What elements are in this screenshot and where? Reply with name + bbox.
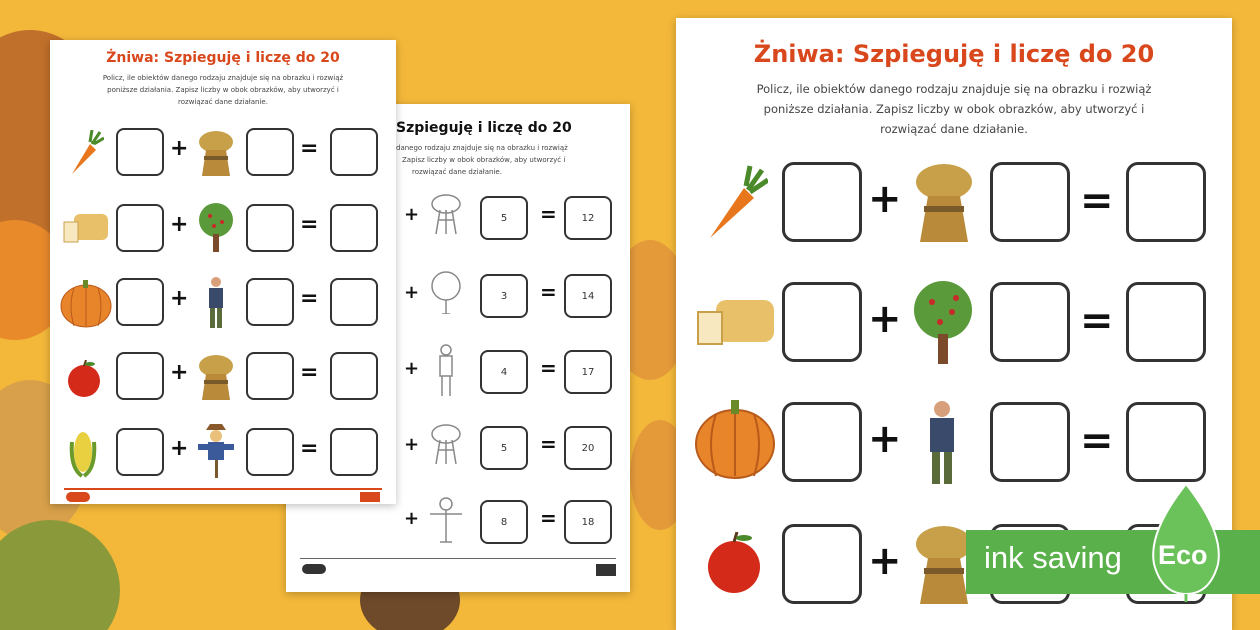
equals-sign: =	[540, 356, 557, 380]
answer-box[interactable]	[1126, 162, 1206, 242]
bw-title: Szpieguję i liczę do 20	[396, 120, 572, 136]
ink-saving-label: ink saving	[984, 540, 1122, 575]
apple-icon	[66, 360, 102, 398]
bw-footer-line	[300, 558, 616, 559]
small-title: Żniwa: Szpieguję i liczę do 20	[106, 50, 340, 66]
answer-box[interactable]	[246, 428, 294, 476]
pumpkin-icon	[694, 400, 776, 480]
plus-sign: +	[868, 296, 902, 342]
addend-box[interactable]: 5	[480, 196, 528, 240]
answer-box[interactable]	[246, 128, 294, 176]
equals-sign: =	[540, 202, 557, 226]
answer-box[interactable]	[116, 428, 164, 476]
plus-sign: +	[170, 212, 189, 237]
instructions-3: rozwiązać dane działanie.	[880, 122, 1028, 136]
answer-box[interactable]	[990, 282, 1070, 362]
bread-icon	[60, 210, 110, 244]
corn-icon	[68, 428, 98, 478]
sum-box[interactable]: 12	[564, 196, 612, 240]
plus-sign: +	[868, 538, 902, 584]
plus-sign: +	[170, 136, 189, 161]
answer-box[interactable]	[782, 162, 862, 242]
twinkl-logo	[360, 492, 380, 502]
twinkl-logo	[596, 564, 616, 576]
plus-sign: +	[404, 508, 420, 529]
wheat-sheaf-icon	[426, 192, 466, 236]
apple-tree-icon	[194, 202, 238, 252]
footer-line	[64, 488, 382, 490]
small-instructions-2: poniższe działania. Zapisz liczby w obok obrazków, aby utworzyć i	[107, 86, 339, 94]
apple-tree-icon	[426, 270, 466, 314]
sum-box[interactable]: 18	[564, 500, 612, 544]
farmer-icon	[204, 276, 228, 330]
answer-box[interactable]	[330, 128, 378, 176]
equals-sign: =	[540, 506, 557, 530]
bw-instructions-1: danego rodzaju znajduje się na obrazku i rozwiąż	[396, 144, 568, 152]
eco-label: Eco	[1158, 540, 1208, 570]
answer-box[interactable]	[246, 204, 294, 252]
answer-box[interactable]	[330, 204, 378, 252]
plus-sign: +	[868, 176, 902, 222]
wheat-sheaf-icon	[426, 422, 466, 466]
carrot-icon	[64, 130, 104, 176]
answer-box[interactable]	[990, 162, 1070, 242]
answer-box[interactable]	[116, 352, 164, 400]
bread-icon	[694, 296, 776, 348]
equals-sign: =	[300, 360, 319, 385]
instructions-2: poniższe działania. Zapisz liczby w obok obrazków, aby utworzyć i	[763, 102, 1145, 116]
addend-box[interactable]: 5	[480, 426, 528, 470]
plus-sign: +	[404, 282, 420, 303]
equals-sign: =	[300, 436, 319, 461]
wheat-sheaf-icon	[908, 160, 980, 244]
answer-box[interactable]	[330, 428, 378, 476]
twinkl-logo	[66, 492, 90, 502]
answer-box[interactable]	[116, 128, 164, 176]
answer-box[interactable]	[782, 402, 862, 482]
answer-box[interactable]	[330, 352, 378, 400]
sum-box[interactable]: 17	[564, 350, 612, 394]
equals-sign: =	[540, 280, 557, 304]
equals-sign: =	[1080, 418, 1114, 464]
answer-box[interactable]	[990, 402, 1070, 482]
scarecrow-icon	[428, 494, 464, 544]
equals-sign: =	[300, 212, 319, 237]
equals-sign: =	[540, 432, 557, 456]
plus-sign: +	[404, 204, 420, 225]
answer-box[interactable]	[246, 352, 294, 400]
carrot-icon	[704, 164, 768, 240]
plus-sign: +	[170, 286, 189, 311]
equals-sign: =	[300, 136, 319, 161]
addend-box[interactable]: 3	[480, 274, 528, 318]
equals-sign: =	[300, 286, 319, 311]
equals-sign: =	[1080, 298, 1114, 344]
answer-box[interactable]	[330, 278, 378, 326]
plus-sign: +	[170, 436, 189, 461]
equals-sign: =	[1080, 178, 1114, 224]
addend-box[interactable]: 4	[480, 350, 528, 394]
page-title: Żniwa: Szpieguję i liczę do 20	[753, 40, 1155, 68]
worksheet-color-small	[50, 40, 396, 504]
plus-sign: +	[404, 358, 420, 379]
twinkl-logo	[302, 564, 326, 574]
plus-sign: +	[404, 434, 420, 455]
wheat-sheaf-icon	[194, 352, 238, 402]
answer-box[interactable]	[116, 204, 164, 252]
plus-sign: +	[868, 416, 902, 462]
apple-icon	[704, 532, 764, 594]
answer-box[interactable]	[246, 278, 294, 326]
plus-sign: +	[170, 360, 189, 385]
bw-instructions-3: rozwiązać dane działanie.	[412, 168, 502, 176]
answer-box[interactable]	[782, 282, 862, 362]
pumpkin-icon	[60, 280, 112, 328]
sum-box[interactable]: 14	[564, 274, 612, 318]
bw-instructions-2: Zapisz liczby w obok obrazków, aby utworzyć i	[402, 156, 566, 164]
answer-box[interactable]	[782, 524, 862, 604]
scarecrow-icon	[196, 424, 236, 480]
addend-box[interactable]: 8	[480, 500, 528, 544]
answer-box[interactable]	[1126, 402, 1206, 482]
sum-box[interactable]: 20	[564, 426, 612, 470]
instructions-1: Policz, ile obiektów danego rodzaju znajduje się na obrazku i rozwiąż	[756, 82, 1152, 96]
apple-tree-icon	[906, 280, 980, 364]
small-instructions-3: rozwiązać dane działanie.	[178, 98, 268, 106]
farmer-icon	[924, 400, 960, 486]
farmer-icon	[432, 342, 460, 398]
answer-box[interactable]	[116, 278, 164, 326]
bg-squash	[0, 520, 120, 630]
answer-box[interactable]	[1126, 282, 1206, 362]
wheat-sheaf-icon	[194, 128, 238, 178]
small-instructions-1: Policz, ile obiektów danego rodzaju znajduje się na obrazku i rozwiąż	[102, 74, 344, 82]
